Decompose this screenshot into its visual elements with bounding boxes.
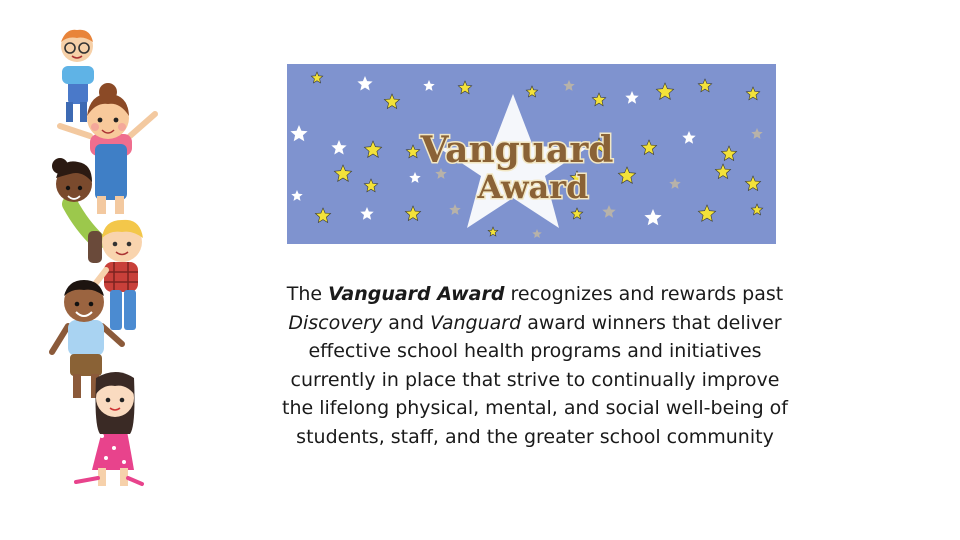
- child-pink-dress-icon: [76, 372, 142, 486]
- description-text-and: and: [382, 311, 431, 334]
- description-text-start: The: [286, 283, 329, 305]
- vanguard-award-banner: [287, 64, 776, 244]
- discovery-award-name: Discovery: [288, 311, 383, 334]
- description-text-recognizes: recognizes and rewards past: [504, 283, 784, 305]
- starry-banner-image: [287, 64, 776, 244]
- children-illustration: [40, 26, 170, 496]
- description-text-rest: award winners that deliver effective school health programs and initiatives currently in place that strive to continually improve the lifelong physical, mental, and social well-being of students, staff, and the greater school community: [282, 311, 788, 448]
- award-description: [280, 280, 790, 451]
- banner-title-line1: Vanguard: [420, 129, 614, 171]
- cartoon-children-icon: [40, 26, 170, 496]
- award-name: Vanguard Award: [328, 283, 505, 305]
- child-puff-hair-icon: [52, 158, 102, 263]
- vanguard-award-name: Vanguard: [430, 311, 522, 334]
- banner-title-line2: Award: [477, 168, 589, 206]
